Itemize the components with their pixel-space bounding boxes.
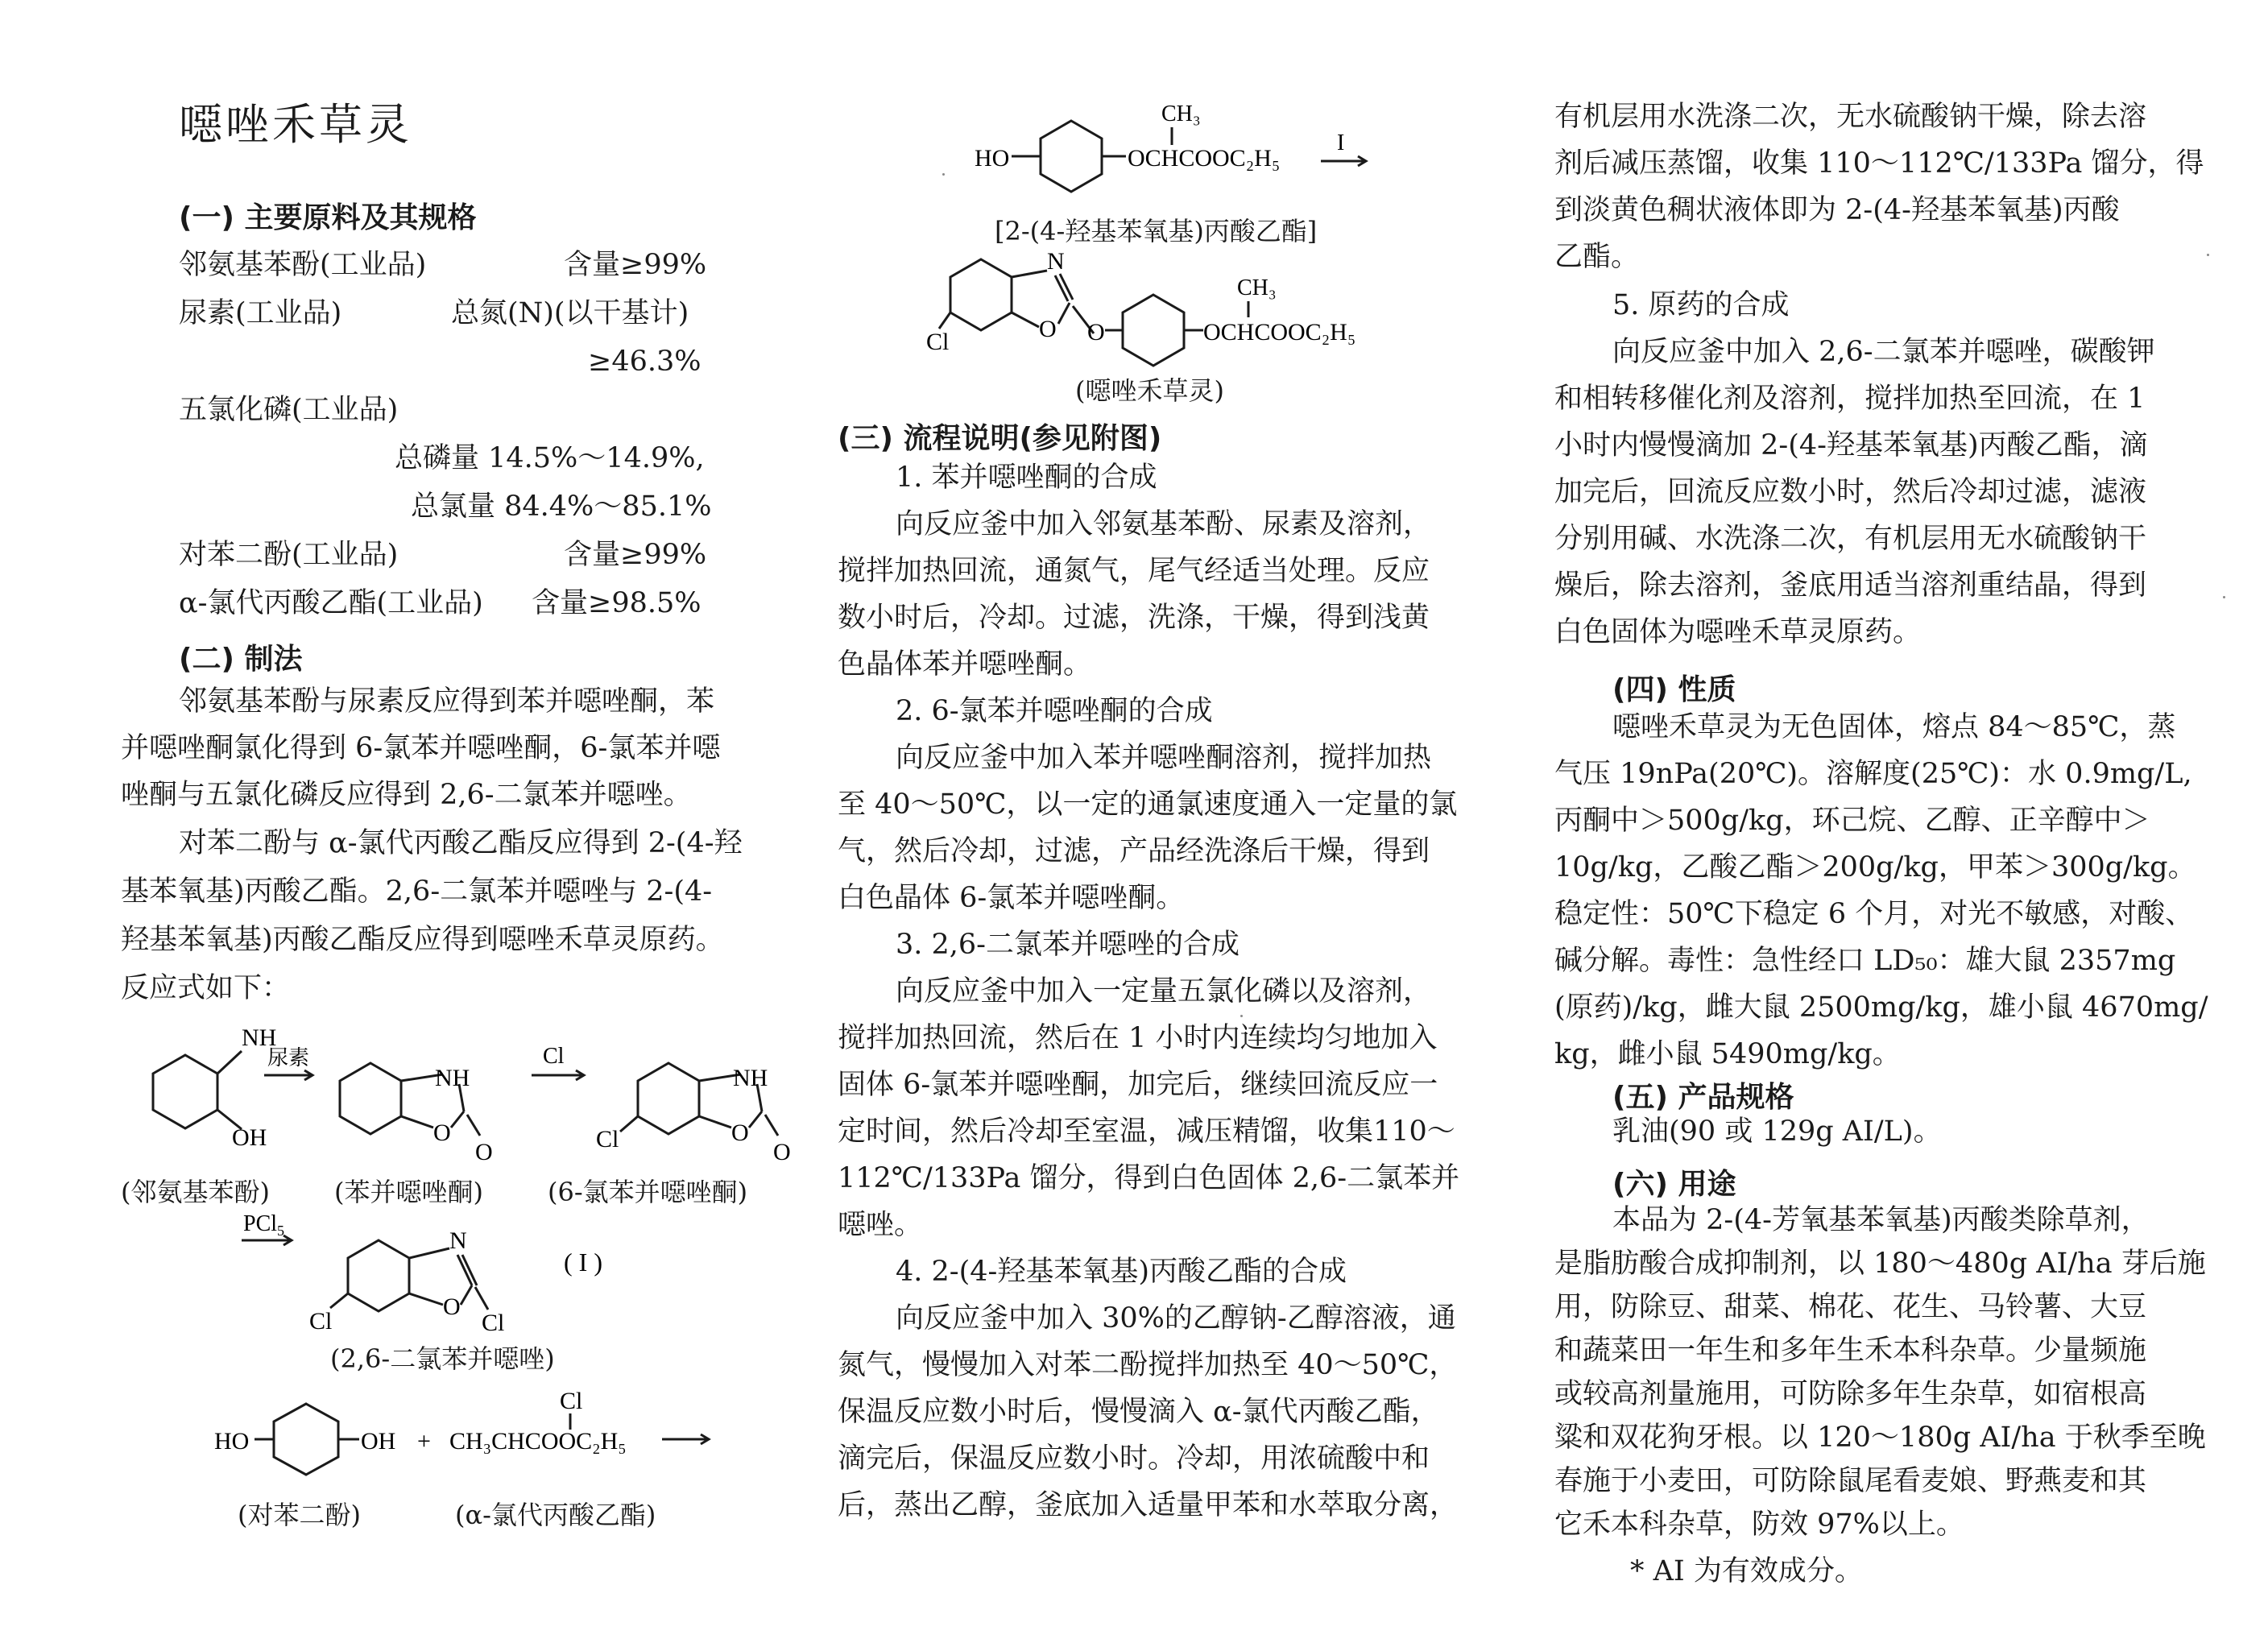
scan-speck	[2207, 254, 2209, 256]
material-spec: 含量≥99%	[564, 249, 707, 281]
oxygen-label: O	[443, 1293, 461, 1320]
chlorine-label: Cl	[596, 1126, 619, 1153]
paragraph-line: 搅拌加热回流，然后在 1 小时内连续均匀地加入	[838, 1022, 1438, 1054]
paragraph-line: 羟基苯氧基)丙酸乙酯反应得到噁唑禾草灵原药。	[121, 924, 724, 956]
paragraph-line: 向反应釜中加入 2,6-二氯苯并噁唑，碳酸钾	[1612, 336, 2155, 368]
paragraph-line: 并噁唑酮氯化得到 6-氯苯并噁唑酮，6-氯苯并噁	[121, 732, 721, 764]
paragraph-line: 白色晶体 6-氯苯并噁唑酮。	[838, 882, 1185, 914]
compound-caption: (邻氨基苯酚)	[121, 1177, 270, 1207]
chlorine-label: Cl	[309, 1308, 333, 1335]
paragraph-line: 燥后，除去溶剂，釜底用适当溶剂重结晶，得到	[1554, 569, 2147, 602]
paragraph-line: 气，然后冷却，过滤，产品经洗涤后干燥，得到	[838, 835, 1430, 867]
nh-label: NH	[733, 1065, 768, 1091]
material-spec: 总氯量 84.4%～85.1%	[411, 490, 712, 523]
urea-reagent-label: 尿素	[267, 1046, 310, 1070]
compound-caption: [2-(4-羟基苯氧基)丙酸乙酯]	[995, 216, 1318, 246]
material-name: α-氯代丙酸乙酯(工业品)	[179, 587, 483, 619]
hydroxy-label: OH	[361, 1428, 396, 1455]
amino-label: NH	[242, 1024, 277, 1051]
paragraph-line: 碱分解。毒性：急性经口 LD₅₀：雄大鼠 2357mg	[1554, 945, 2176, 977]
compound-caption: (2,6-二氯苯并噁唑)	[330, 1343, 555, 1374]
paragraph-line: 稳定性：50℃下稳定 6 个月，对光不敏感，对酸、	[1554, 898, 2194, 930]
chlorine-label: Cl	[482, 1310, 505, 1336]
material-name: 邻氨基苯酚(工业品)	[179, 249, 427, 281]
paragraph-line: 白色固体为噁唑禾草灵原药。	[1554, 616, 1922, 648]
paragraph-line: 保温反应数小时后，慢慢滴入 α-氯代丙酸乙酯，	[838, 1396, 1439, 1428]
material-name: 尿素(工业品)	[179, 297, 342, 329]
hydroxy-label: OH	[232, 1124, 267, 1151]
paragraph-line: 分别用碱、水洗涤二次，有机层用无水硫酸钠干	[1554, 523, 2147, 555]
paragraph-line: 用，防除豆、甜菜、棉花、花生、马铃薯、大豆	[1554, 1291, 2147, 1323]
material-name: 五氯化磷(工业品)	[179, 394, 399, 426]
methyl-label: CH₃	[1237, 275, 1277, 300]
compound-caption: (噁唑禾草灵)	[1075, 375, 1224, 406]
paragraph-line: 丙酮中＞500g/kg，环己烷、乙醇、正辛醇中＞	[1554, 805, 2150, 837]
paragraph-line: 噁唑禾草灵为无色固体，熔点 84～85℃，蒸	[1612, 711, 2176, 743]
ester-formula: CH₃CHCOOC₂H₅	[449, 1428, 627, 1455]
paragraph-line: 向反应釜中加入苯并噁唑酮溶剂，搅拌加热	[896, 742, 1432, 774]
paragraph-line: 邻氨基苯酚与尿素反应得到苯并噁唑酮，苯	[179, 685, 715, 718]
ester-formula: OCHCOOC₂H₅	[1203, 319, 1356, 346]
paragraph-line: 固体 6-氯苯并噁唑酮，加完后，继续回流反应一	[838, 1069, 1438, 1101]
nitrogen-label: N	[449, 1227, 467, 1254]
scan-speck	[1240, 1015, 1243, 1017]
step-title: 1. 苯并噁唑酮的合成	[896, 461, 1157, 494]
paragraph-line: 反应式如下：	[121, 972, 291, 1004]
paragraph-line: 小时内慢慢滴加 2-(4-羟基苯氧基)丙酸乙酯，滴	[1554, 429, 2148, 461]
paragraph-line: 春施于小麦田，可防除鼠尾看麦娘、野燕麦和其	[1554, 1465, 2147, 1497]
paragraph-line: 氮气，慢慢加入对苯二酚搅拌加热至 40～50℃，	[838, 1349, 1458, 1381]
plus-sign: +	[417, 1428, 431, 1455]
material-spec: 含量≥99%	[564, 539, 707, 571]
paragraph-line: kg，雌小鼠 5490mg/kg。	[1554, 1038, 1901, 1070]
paragraph-line: 加完后，回流反应数小时，然后冷却过滤，滤液	[1554, 476, 2147, 508]
section-heading-specs: (五) 产品规格	[1612, 1081, 1794, 1114]
paragraph-line: 向反应釜中加入邻氨基苯酚、尿素及溶剂，	[896, 508, 1432, 540]
paragraph-line: 和蔬菜田一年生和多年生禾本科杂草。少量频施	[1554, 1335, 2147, 1367]
paragraph-line: 滴完后，保温反应数小时。冷却，用浓硫酸中和	[838, 1442, 1430, 1475]
step-title: 5. 原药的合成	[1612, 289, 1790, 321]
paragraph-line: 它禾本科杂草，防效 97%以上。	[1554, 1508, 1964, 1541]
paragraph-line: 或较高剂量施用，可防除多年生杂草，如宿根高	[1554, 1378, 2147, 1410]
paragraph-line: 向反应釜中加入一定量五氯化磷以及溶剂，	[896, 975, 1432, 1008]
methyl-label: CH₃	[1161, 101, 1201, 126]
structure-hydroxyphenoxy-ester	[910, 97, 1490, 217]
oxygen-label: O	[1039, 316, 1057, 342]
material-name: 对苯二酚(工业品)	[179, 539, 399, 571]
paragraph-line: 色晶体苯并噁唑酮。	[838, 648, 1092, 681]
paragraph-line: 至 40～50℃，以一定的通氯速度通入一定量的氯	[838, 788, 1458, 821]
paragraph-line: (原药)/kg，雌大鼠 2500mg/kg，雄小鼠 4670mg/	[1554, 991, 2208, 1024]
oxygen-label: O	[433, 1119, 451, 1146]
nh-label: NH	[435, 1065, 470, 1091]
paragraph-line: 本品为 2-(4-芳氧基苯氧基)丙酸类除草剂，	[1612, 1204, 2150, 1236]
paragraph-line: 气压 19nPa(20℃)。溶解度(25℃)：水 0.9mg/L,	[1554, 758, 2192, 790]
compound-caption: (对苯二酚)	[238, 1500, 361, 1530]
paragraph-line: 10g/kg，乙酸乙酯＞200g/kg，甲苯＞300g/kg。	[1554, 851, 2196, 884]
paragraph-line: 定时间，然后冷却至室温，减压精馏，收集110～	[838, 1115, 1455, 1148]
paragraph-line: 和相转移催化剂及溶剂，搅拌加热至回流，在 1	[1554, 383, 2146, 415]
paragraph-line: 粱和双花狗牙根。以 120～180g AI/ha 于秋季至晚	[1554, 1422, 2206, 1454]
reaction-scheme-step2	[242, 1208, 644, 1337]
step-title: 4. 2-(4-羟基苯氧基)丙酸乙酯的合成	[896, 1256, 1347, 1288]
hydroxy-label: HO	[975, 145, 1010, 172]
material-spec: ≥46.3%	[588, 346, 702, 378]
structure-fenoxaprop-ethyl	[926, 243, 1490, 380]
paragraph-line: 基苯氧基)丙酸乙酯。2,6-二氯苯并噁唑与 2-(4-	[121, 875, 713, 908]
section-heading-properties: (四) 性质	[1612, 673, 1736, 706]
paragraph-line: 剂后减压蒸馏，收集 110～112℃/133Pa 馏分，得	[1554, 147, 2204, 180]
chlorine-label: Cl	[926, 329, 950, 355]
page-title: 噁唑禾草灵	[179, 99, 412, 150]
paragraph-line: 112℃/133Pa 馏分，得到白色固体 2,6-二氯苯并	[838, 1162, 1460, 1194]
material-spec: 总氮(N)(以干基计)	[451, 297, 689, 329]
material-spec: 总磷量 14.5%～14.9%,	[395, 442, 705, 474]
paragraph-line: 对苯二酚与 α-氯代丙酸乙酯反应得到 2-(4-羟	[179, 827, 743, 859]
paragraph-line: 数小时后，冷却。过滤，洗涤，干燥，得到浅黄	[838, 602, 1430, 634]
paragraph-line: 有机层用水洗涤二次，无水硫酸钠干燥，除去溶	[1554, 101, 2147, 133]
scan-speck	[942, 173, 945, 176]
section-heading-method: (二) 制法	[179, 643, 303, 676]
chlorine-reagent-label: Cl	[543, 1044, 565, 1069]
oxygen-label: O	[773, 1139, 791, 1165]
paragraph-line: 到淡黄色稠状液体即为 2-(4-羟基苯氧基)丙酸	[1554, 194, 2120, 226]
chlorine-label: Cl	[560, 1388, 583, 1414]
hydroxy-label: HO	[214, 1428, 250, 1455]
step-title: 3. 2,6-二氯苯并噁唑的合成	[896, 929, 1240, 961]
scan-speck	[2223, 596, 2225, 598]
section-heading-process: (三) 流程说明(参见附图)	[838, 422, 1162, 455]
nitrogen-label: N	[1047, 248, 1065, 275]
paragraph-line: 向反应釜中加入 30%的乙醇钠-乙醇溶液，通	[896, 1302, 1456, 1335]
compound-caption: (6-氯苯并噁唑酮)	[548, 1177, 748, 1207]
pcl5-reagent-label: PCl$_5$	[243, 1211, 285, 1239]
step-title: 2. 6-氯苯并噁唑酮的合成	[896, 695, 1213, 727]
section-heading-materials: (一) 主要原料及其规格	[179, 201, 477, 234]
intermediate-label: ( I )	[564, 1248, 602, 1277]
compound-caption: (α-氯代丙酸乙酯)	[455, 1500, 656, 1530]
oxygen-label: O	[1087, 319, 1105, 346]
oxygen-label: O	[475, 1139, 493, 1165]
ester-formula: OCHCOOC₂H₅	[1128, 145, 1281, 172]
footnote: * AI 为有效成分。	[1630, 1555, 1863, 1587]
paragraph-line: 乙酯。	[1554, 241, 1640, 273]
paragraph-line: 是脂肪酸合成抑制剂，以 180～480g AI/ha 芽后施	[1554, 1248, 2206, 1280]
paragraph-line: 搅拌加热回流，通氮气，尾气经适当处理。反应	[838, 555, 1430, 587]
compound-caption: (苯并噁唑酮)	[334, 1177, 483, 1207]
paragraph-line: 后，蒸出乙醇，釜底加入适量甲苯和水萃取分离，	[838, 1489, 1459, 1521]
paragraph-line: 唑酮与五氯化磷反应得到 2,6-二氯苯并噁唑。	[121, 779, 692, 811]
reaction-scheme-step3	[113, 1381, 805, 1486]
paragraph-line: 噁唑。	[838, 1209, 923, 1241]
material-spec: 含量≥98.5%	[532, 587, 702, 619]
section-heading-uses: (六) 用途	[1612, 1168, 1736, 1201]
oxygen-label: O	[731, 1119, 749, 1146]
paragraph-line: 乳油(90 或 129g AI/L)。	[1612, 1115, 1942, 1148]
intermediate-ref: I	[1337, 130, 1345, 155]
